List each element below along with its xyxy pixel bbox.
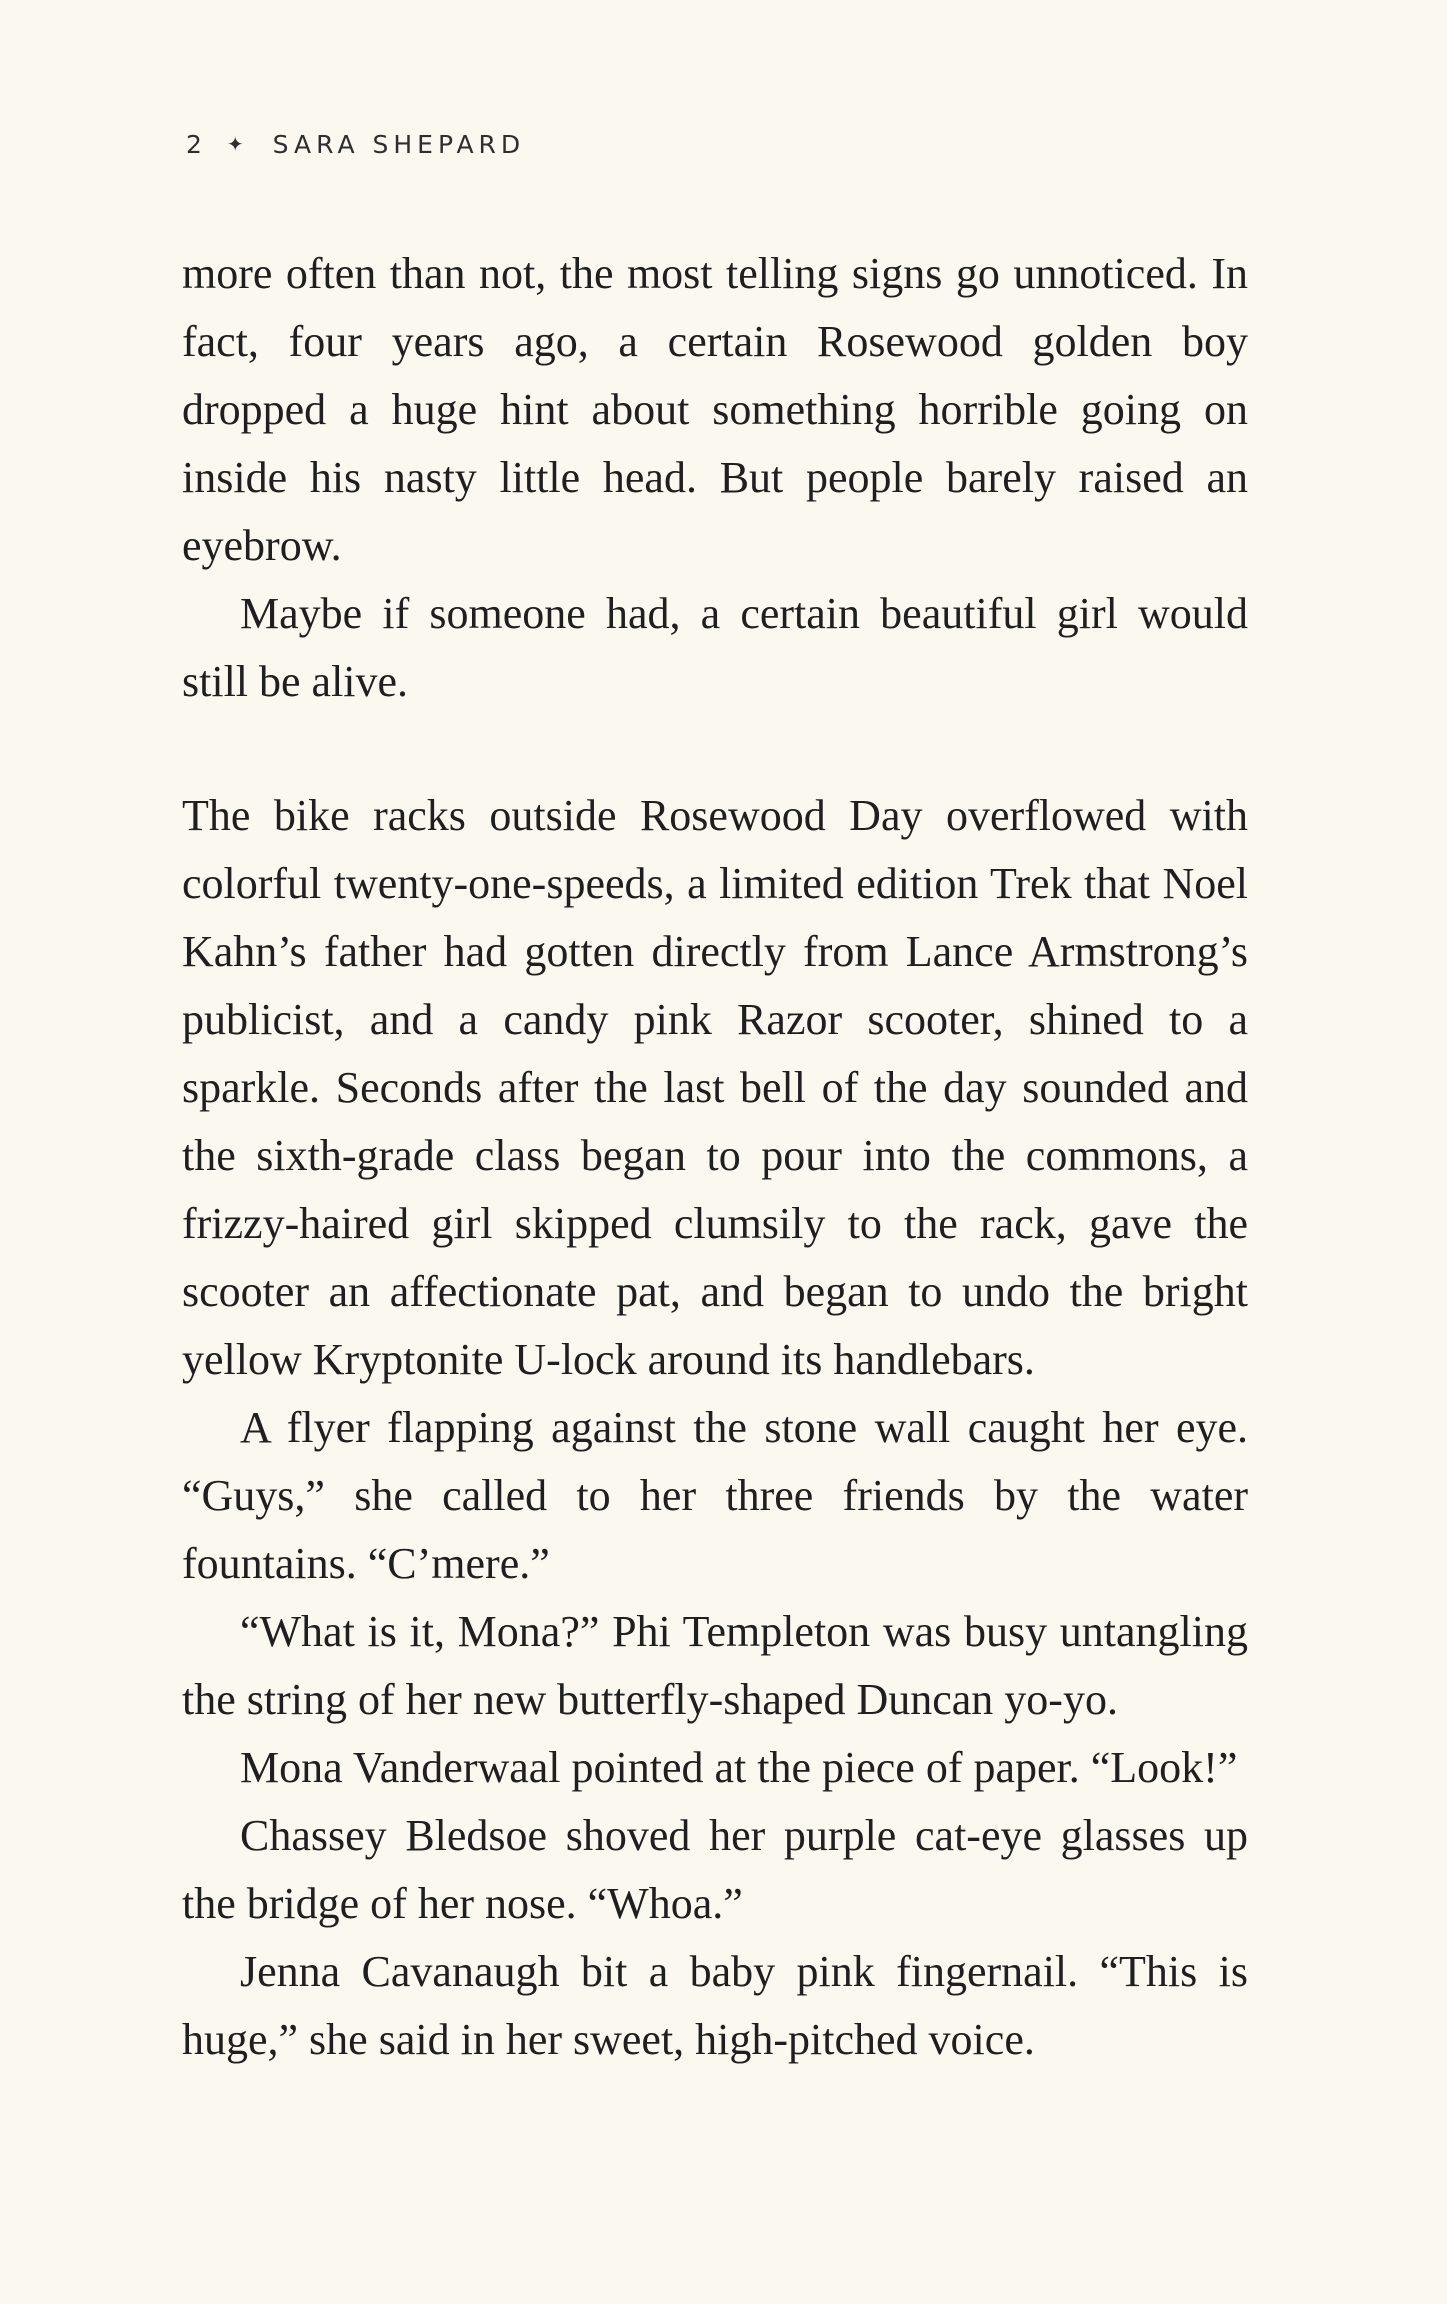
paragraph-4: A flyer flapping against the stone wall caught her eye. “Guys,” she called to her three friends by the water fountains. “C’mere.” [182,1403,1248,1588]
page-number: 2 [186,130,207,159]
paragraph-6: Mona Vanderwaal pointed at the piece of paper. “Look!” [240,1743,1238,1792]
paragraph-1: more often than not, the most telling signs go unnoticed. In fact, four years ago, a certain Rosewood golden boy dropped a huge hint about something horrible going on inside his nasty little head. But people barely raised an eyebrow. [182,249,1248,570]
paragraph-2: Maybe if someone had, a certain beautiful girl would still be alive. [182,589,1248,706]
paragraph-7: Chassey Bledsoe shoved her purple cat-eye glasses up the bridge of her nose. “Whoa.” [182,1811,1248,1928]
running-head [186,130,525,159]
paragraph-8: Jenna Cavanaugh bit a baby pink fingernail. “This is huge,” she said in her sweet, high-pitched voice. [182,1947,1248,2064]
paragraph-3: The bike racks outside Rosewood Day overflowed with colorful twenty-one-speeds, a limited edition Trek that Noel Kahn’s father had gotten directly from Lance Armstrong’s publicist, and a candy pink Razor scooter, shined to a sparkle. Seconds after the last bell of the day sounded and the sixth-grade class began to pour into the commons, a frizzy-haired girl skipped clumsily to the rack, gave the scooter an affectionate pat, and began to undo the bright yellow Kryptonite U-lock around its handlebars. [182,791,1248,1384]
text-block-opening [182,240,1248,716]
paragraph-5: “What is it, Mona?” Phi Templeton was busy untangling the string of her new butterfly-shaped Duncan yo-yo. [182,1607,1248,1724]
author-name: SARA SHEPARD [272,130,526,159]
text-block-scene [182,782,1248,2074]
ornament-icon: ✦ [226,132,249,156]
